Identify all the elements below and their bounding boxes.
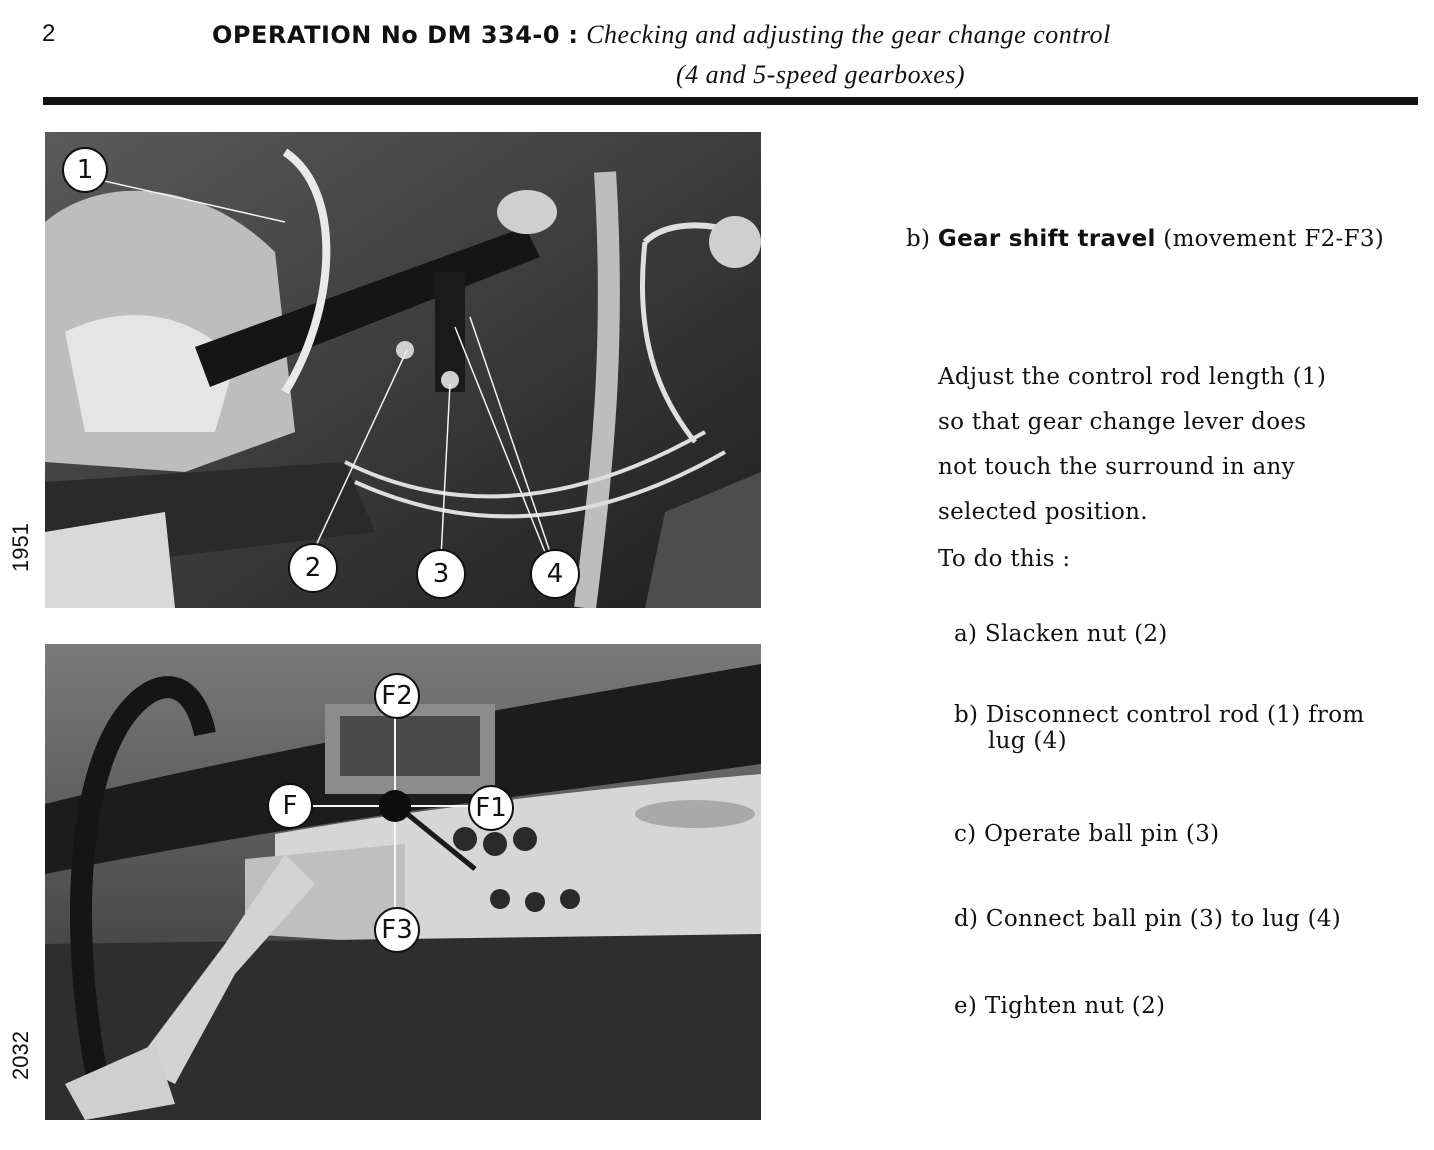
operation-description-line2: (4 and 5-speed gearboxes) — [676, 60, 966, 89]
figure-number-top: 1951 — [8, 523, 33, 572]
title-separator: : — [568, 21, 578, 49]
step-item — [954, 621, 1168, 647]
step-label: c) — [954, 821, 977, 847]
callout-1 — [63, 148, 107, 192]
paragraph-line: Adjust the control rod length (1) — [938, 364, 1327, 390]
intro-text: To do this : — [938, 546, 1071, 572]
paragraph-line: selected position. — [938, 499, 1148, 525]
header-rule — [43, 97, 1418, 105]
figure-number-bottom: 2032 — [8, 1031, 33, 1080]
operation-number: OPERATION No DM 334-0 — [212, 21, 561, 49]
callout-F2 — [375, 674, 419, 718]
operation-title — [212, 20, 1111, 50]
paragraph-line: not touch the surround in any — [938, 454, 1295, 480]
callout-F1 — [469, 786, 513, 830]
dashboard-photo — [45, 644, 761, 1120]
engine-bay-illustration — [45, 132, 761, 608]
section-heading — [906, 226, 1384, 252]
step-continuation: lug (4) — [988, 728, 1067, 754]
callout-2 — [289, 544, 337, 592]
svg-text:F3: F3 — [381, 915, 413, 945]
callout-F — [268, 784, 312, 828]
callout-F3 — [375, 908, 419, 952]
operation-description: Checking and adjusting the gear change control — [586, 20, 1111, 49]
step-label: d) — [954, 906, 979, 932]
step-text: Operate ball pin (3) — [984, 821, 1220, 847]
section-note: (movement F2-F3) — [1163, 226, 1385, 252]
callout-4 — [531, 550, 579, 598]
section-prefix: b) — [906, 226, 931, 252]
step-item — [954, 821, 1219, 847]
step-text: Tighten nut (2) — [984, 993, 1166, 1019]
step-label: e) — [954, 993, 978, 1019]
engine-bay-photo — [45, 132, 761, 608]
step-item — [954, 702, 1364, 754]
callout-3 — [417, 550, 465, 598]
page-number: 2 — [42, 20, 56, 47]
svg-text:3: 3 — [432, 559, 450, 589]
step-label: b) — [954, 702, 979, 728]
svg-text:F2: F2 — [381, 681, 413, 711]
step-text: Disconnect control rod (1) from — [985, 702, 1365, 728]
step-text: Connect ball pin (3) to lug (4) — [985, 906, 1342, 932]
step-item — [954, 906, 1341, 932]
step-text: Slacken nut (2) — [984, 621, 1168, 647]
step-item — [954, 993, 1165, 1019]
svg-text:2: 2 — [304, 553, 322, 583]
step-label: a) — [954, 621, 978, 647]
svg-text:1: 1 — [76, 155, 94, 185]
svg-text:4: 4 — [546, 559, 564, 589]
dashboard-illustration — [45, 644, 761, 1120]
paragraph-line: so that gear change lever does — [938, 409, 1307, 435]
svg-text:F1: F1 — [475, 793, 507, 823]
svg-text:F: F — [282, 791, 298, 821]
section-title: Gear shift travel — [937, 226, 1156, 252]
